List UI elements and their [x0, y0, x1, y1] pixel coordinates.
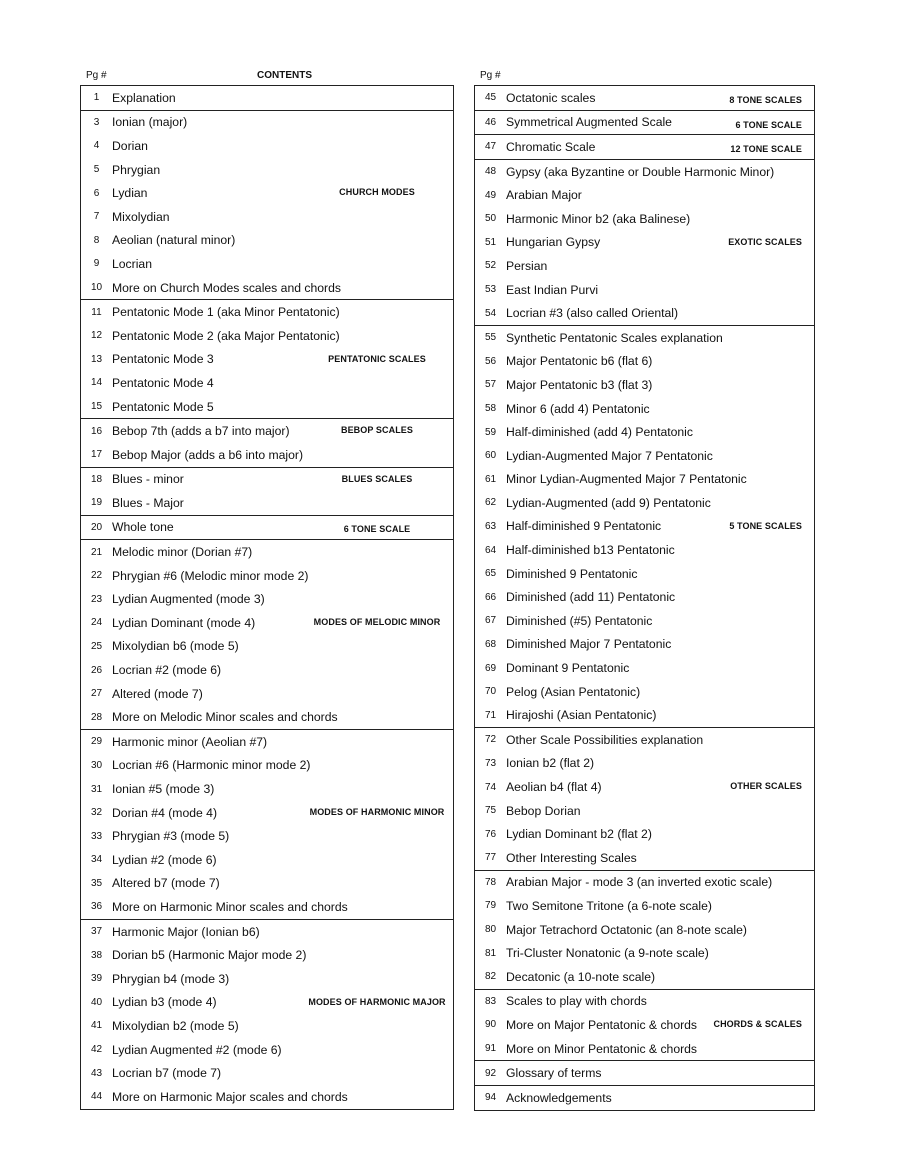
toc-page-number: 59 — [484, 426, 497, 438]
toc-page-number: 76 — [484, 828, 497, 840]
toc-entry-title: Ionian (major) — [112, 115, 188, 130]
toc-entry-title: More on Church Modes scales and chords — [112, 280, 341, 295]
toc-entry-title: Half-diminished b13 Pentatonic — [506, 543, 675, 558]
toc-entry-title: Melodic minor (Dorian #7) — [112, 545, 253, 560]
toc-entry-title: Dorian — [112, 138, 148, 153]
toc-page-number: 12 — [90, 330, 103, 342]
toc-page-number: 58 — [484, 403, 497, 415]
toc-entry-title: Glossary of terms — [506, 1066, 602, 1081]
toc-page-number: 17 — [90, 449, 103, 461]
toc-entry-title: Diminished 9 Pentatonic — [506, 566, 638, 581]
section-label: MODES OF MELODIC MINOR — [313, 617, 441, 628]
toc-entry-title: Ionian #5 (mode 3) — [112, 782, 215, 797]
toc-entry[interactable] — [475, 799, 814, 823]
toc-entry[interactable] — [475, 1061, 814, 1085]
toc-entry[interactable] — [81, 205, 453, 229]
toc-page-number: 35 — [90, 877, 103, 889]
toc-page-number: 62 — [484, 497, 497, 509]
toc-entry-title: Lydian-Augmented (add 9) Pentatonic — [506, 495, 711, 510]
toc-page-number: 10 — [90, 282, 103, 294]
toc-entry-title: Persian — [506, 258, 548, 273]
toc-entry[interactable] — [81, 920, 453, 944]
toc-entry-title: Dorian #4 (mode 4) — [112, 805, 217, 820]
toc-page-number: 51 — [484, 236, 497, 248]
toc-entry[interactable] — [475, 633, 814, 657]
section-label: EXOTIC SCALES — [728, 236, 802, 247]
toc-entry[interactable] — [475, 491, 814, 515]
toc-entry-title: Locrian #3 (also called Oriental) — [506, 306, 679, 321]
toc-entry-title: Bebop Dorian — [506, 803, 581, 818]
toc-entry-title: Hungarian Gypsy — [506, 235, 601, 250]
toc-entry-title: Gypsy (aka Byzantine or Double Harmonic Minor) — [506, 164, 775, 179]
toc-entry[interactable] — [81, 564, 453, 588]
toc-entry-title: More on Harmonic Major scales and chords — [112, 1089, 348, 1104]
toc-entry[interactable] — [475, 680, 814, 704]
toc-page-number: 32 — [90, 807, 103, 819]
toc-entry-title: Major Pentatonic b6 (flat 6) — [506, 354, 653, 369]
contents-section — [475, 989, 814, 1061]
toc-page-number: 23 — [90, 593, 103, 605]
toc-entry[interactable] — [475, 183, 814, 207]
toc-page-number: 65 — [484, 568, 497, 580]
page-number-header-right: Pg # — [480, 70, 501, 81]
toc-entry[interactable] — [475, 918, 814, 942]
toc-entry-title: Locrian — [112, 256, 152, 271]
toc-page-number: 63 — [484, 520, 497, 532]
toc-page-number: 15 — [90, 401, 103, 413]
section-label: 6 TONE SCALE — [343, 523, 411, 534]
toc-page-number: 48 — [484, 166, 497, 178]
toc-page-number: 72 — [484, 734, 497, 746]
toc-entry-title: Diminished Major 7 Pentatonic — [506, 637, 672, 652]
toc-entry-title: Locrian b7 (mode 7) — [112, 1066, 222, 1081]
toc-entry-title: Phrygian #3 (mode 5) — [112, 829, 230, 844]
toc-entry[interactable] — [81, 587, 453, 611]
toc-page-number: 8 — [93, 234, 100, 246]
toc-page-number: 44 — [90, 1091, 103, 1103]
section-label: CHORDS & SCALES — [713, 1019, 802, 1030]
toc-entry-title: Arabian Major - mode 3 (an inverted exotic scale) — [506, 875, 773, 890]
toc-entry-title: Half-diminished 9 Pentatonic — [506, 519, 662, 534]
toc-entry-title: Lydian Dominant b2 (flat 2) — [506, 827, 652, 842]
toc-page-number: 16 — [90, 425, 103, 437]
toc-entry-title: Locrian #6 (Harmonic minor mode 2) — [112, 758, 311, 773]
toc-entry-title: Arabian Major — [506, 188, 582, 203]
section-label: MODES OF HARMONIC MINOR — [309, 806, 445, 817]
toc-entry[interactable] — [81, 1038, 453, 1062]
contents-section — [81, 110, 453, 300]
toc-entry-title: Pelog (Asian Pentatonic) — [506, 684, 641, 699]
toc-page-number: 83 — [484, 995, 497, 1007]
toc-entry[interactable] — [81, 777, 453, 801]
contents-title: CONTENTS — [257, 70, 312, 81]
toc-page-number: 24 — [90, 617, 103, 629]
toc-entry[interactable] — [81, 443, 453, 467]
toc-entry[interactable] — [81, 824, 453, 848]
toc-entry[interactable] — [81, 705, 453, 729]
toc-entry-title: Synthetic Pentatonic Scales explanation — [506, 330, 723, 345]
toc-entry[interactable] — [475, 703, 814, 727]
toc-page-number: 34 — [90, 854, 103, 866]
toc-page-number: 52 — [484, 260, 497, 272]
toc-entry-title: Pentatonic Mode 5 — [112, 399, 214, 414]
toc-page-number: 19 — [90, 497, 103, 509]
toc-entry-title: More on Melodic Minor scales and chords — [112, 710, 338, 725]
toc-entry-title: Pentatonic Mode 3 — [112, 352, 214, 367]
toc-page-number: 28 — [90, 711, 103, 723]
contents-section — [81, 729, 453, 919]
toc-entry-title: Decatonic (a 10-note scale) — [506, 969, 656, 984]
toc-entry-title: Bebop 7th (adds a b7 into major) — [112, 424, 290, 439]
toc-entry[interactable] — [475, 468, 814, 492]
toc-entry[interactable] — [475, 894, 814, 918]
toc-page-number: 67 — [484, 615, 497, 627]
toc-entry[interactable] — [475, 444, 814, 468]
toc-entry[interactable] — [81, 730, 453, 754]
toc-page-number: 73 — [484, 757, 497, 769]
toc-entry-title: More on Minor Pentatonic & chords — [506, 1041, 698, 1056]
toc-entry-title: Lydian b3 (mode 4) — [112, 995, 217, 1010]
toc-entry-title: Lydian — [112, 186, 148, 201]
toc-entry[interactable] — [475, 846, 814, 870]
toc-entry[interactable] — [475, 871, 814, 895]
contents-section — [475, 110, 814, 135]
toc-entry-title: Explanation — [112, 90, 176, 105]
toc-entry[interactable] — [81, 658, 453, 682]
toc-page-number: 54 — [484, 307, 497, 319]
contents-section — [81, 467, 453, 515]
toc-entry-title: More on Harmonic Minor scales and chords — [112, 899, 348, 914]
toc-entry[interactable] — [475, 609, 814, 633]
contents-section — [81, 299, 453, 418]
toc-entry-title: Phrygian #6 (Melodic minor mode 2) — [112, 568, 309, 583]
toc-entry-title: East Indian Purvi — [506, 282, 599, 297]
toc-entry[interactable] — [81, 943, 453, 967]
toc-entry-title: Pentatonic Mode 4 — [112, 375, 214, 390]
toc-page-number: 18 — [90, 473, 103, 485]
toc-page-number: 40 — [90, 996, 103, 1008]
toc-entry[interactable] — [475, 990, 814, 1014]
toc-entry[interactable] — [475, 397, 814, 421]
page-number-header-left: Pg # — [86, 70, 107, 81]
toc-entry[interactable] — [475, 1037, 814, 1061]
section-label: 8 TONE SCALES — [729, 95, 802, 105]
toc-entry[interactable] — [81, 1085, 453, 1109]
toc-entry-title: Diminished (add 11) Pentatonic — [506, 590, 676, 605]
toc-entry-title: Harmonic Major (Ionian b6) — [112, 924, 260, 939]
toc-entry-title: Hirajoshi (Asian Pentatonic) — [506, 708, 657, 723]
toc-entry-title: Acknowledgements — [506, 1090, 612, 1105]
toc-entry-title: Harmonic Minor b2 (aka Balinese) — [506, 211, 691, 226]
toc-page-number: 27 — [90, 688, 103, 700]
toc-entry[interactable] — [81, 635, 453, 659]
toc-page-number: 68 — [484, 638, 497, 650]
toc-entry-title: Lydian Augmented #2 (mode 6) — [112, 1042, 282, 1057]
toc-entry[interactable] — [475, 1086, 814, 1110]
toc-page-number: 57 — [484, 379, 497, 391]
toc-entry-title: Diminished (#5) Pentatonic — [506, 613, 653, 628]
toc-entry[interactable] — [81, 276, 453, 300]
toc-entry-title: Mixolydian b2 (mode 5) — [112, 1018, 239, 1033]
toc-page-number: 4 — [93, 140, 100, 152]
toc-page-number: 36 — [90, 901, 103, 913]
toc-entry-title: Whole tone — [112, 520, 174, 535]
toc-entry-title: Altered (mode 7) — [112, 686, 203, 701]
toc-entry[interactable] — [81, 111, 453, 135]
toc-entry[interactable] — [475, 538, 814, 562]
toc-entry[interactable] — [475, 585, 814, 609]
toc-entry[interactable] — [475, 822, 814, 846]
toc-page-number: 91 — [484, 1043, 497, 1055]
toc-page-number: 5 — [93, 164, 100, 176]
toc-entry-title: Altered b7 (mode 7) — [112, 876, 220, 891]
toc-entry[interactable] — [475, 350, 814, 374]
contents-section — [81, 919, 453, 1109]
toc-entry[interactable] — [81, 371, 453, 395]
toc-entry[interactable] — [475, 941, 814, 965]
toc-page-number: 56 — [484, 355, 497, 367]
toc-page-number: 26 — [90, 664, 103, 676]
toc-page-number: 78 — [484, 876, 497, 888]
toc-entry-title: Lydian Dominant (mode 4) — [112, 615, 256, 630]
toc-page-number: 55 — [484, 332, 497, 344]
toc-entry-title: Dominant 9 Pentatonic — [506, 661, 630, 676]
toc-page-number: 20 — [90, 521, 103, 533]
toc-page-number: 90 — [484, 1019, 497, 1031]
contents-section — [475, 1060, 814, 1085]
contents-section — [81, 539, 453, 729]
toc-page-number: 7 — [93, 211, 100, 223]
toc-entry[interactable] — [475, 420, 814, 444]
toc-entry[interactable] — [81, 300, 453, 324]
toc-page-number: 53 — [484, 284, 497, 296]
toc-entry[interactable] — [81, 252, 453, 276]
toc-page-number: 45 — [484, 92, 497, 104]
toc-page-number: 11 — [91, 306, 102, 318]
toc-entry-title: Harmonic minor (Aeolian #7) — [112, 734, 268, 749]
toc-page-number: 61 — [484, 473, 497, 485]
section-label: PENTATONIC SCALES — [328, 353, 426, 364]
toc-entry[interactable] — [81, 395, 453, 419]
toc-page-number: 46 — [484, 116, 497, 128]
toc-entry-title: Blues - minor — [112, 472, 184, 487]
section-label: OTHER SCALES — [730, 781, 802, 792]
toc-page-number: 13 — [90, 353, 103, 365]
section-label: 5 TONE SCALES — [729, 520, 802, 531]
toc-page-number: 47 — [484, 141, 497, 153]
toc-page-number: 94 — [484, 1092, 497, 1104]
toc-entry-title: Aeolian b4 (flat 4) — [506, 780, 602, 795]
section-label: BEBOP SCALES — [340, 425, 414, 436]
toc-entry-title: Pentatonic Mode 2 (aka Major Pentatonic) — [112, 328, 340, 343]
toc-entry-title: Phrygian — [112, 162, 161, 177]
toc-entry-title: Bebop Major (adds a b6 into major) — [112, 447, 304, 462]
toc-page-number: 75 — [484, 805, 497, 817]
toc-page-number: 14 — [90, 377, 103, 389]
toc-entry-title: Minor 6 (add 4) Pentatonic — [506, 401, 650, 416]
toc-page-number: 82 — [484, 971, 497, 983]
toc-page-number: 30 — [90, 759, 103, 771]
contents-section — [475, 325, 814, 727]
toc-page-number: 38 — [90, 949, 103, 961]
toc-page-number: 77 — [484, 852, 497, 864]
toc-entry-title: Blues - Major — [112, 495, 184, 510]
toc-entry[interactable] — [475, 656, 814, 680]
toc-entry-title: Lydian #2 (mode 6) — [112, 852, 217, 867]
toc-entry-title: Major Tetrachord Octatonic (an 8-note scale) — [506, 922, 747, 937]
toc-page-number: 71 — [484, 709, 497, 721]
toc-page-number: 42 — [90, 1044, 103, 1056]
contents-section — [81, 418, 453, 466]
toc-entry[interactable] — [81, 229, 453, 253]
toc-page-number: 64 — [484, 544, 497, 556]
toc-entry-title: Scales to play with chords — [506, 994, 647, 1009]
toc-page-number: 80 — [484, 924, 497, 936]
contents-section — [475, 727, 814, 870]
toc-entry-title: Tri-Cluster Nonatonic (a 9-note scale) — [506, 946, 709, 961]
toc-entry-title: Lydian-Augmented Major 7 Pentatonic — [506, 448, 713, 463]
toc-entry-title: Mixolydian — [112, 209, 170, 224]
toc-entry-title: Major Pentatonic b3 (flat 3) — [506, 377, 653, 392]
toc-entry-title: Symmetrical Augmented Scale — [506, 115, 672, 130]
toc-page-number: 41 — [90, 1020, 103, 1032]
toc-page-number: 22 — [90, 570, 103, 582]
toc-entry[interactable] — [81, 158, 453, 182]
toc-entry-title: Other Interesting Scales — [506, 850, 637, 865]
toc-entry-title: Half-diminished (add 4) Pentatonic — [506, 425, 693, 440]
toc-page-number: 70 — [484, 686, 497, 698]
toc-page-number: 1 — [93, 92, 100, 104]
toc-entry[interactable] — [81, 540, 453, 564]
toc-entry-title: Octatonic scales — [506, 90, 596, 105]
toc-page-number: 6 — [93, 187, 100, 199]
contents-right-column — [474, 85, 815, 1111]
toc-page-number: 49 — [484, 189, 497, 201]
toc-entry[interactable] — [475, 373, 814, 397]
contents-section — [475, 1085, 814, 1110]
toc-entry-title: Mixolydian b6 (mode 5) — [112, 639, 239, 654]
section-label: 6 TONE SCALE — [735, 119, 802, 130]
toc-page-number: 66 — [484, 591, 497, 603]
toc-entry-title: Locrian #2 (mode 6) — [112, 663, 222, 678]
toc-entry-title: Phrygian b4 (mode 3) — [112, 971, 230, 986]
toc-entry[interactable] — [475, 254, 814, 278]
toc-page-number: 81 — [484, 947, 497, 959]
section-label: BLUES SCALES — [341, 473, 413, 484]
toc-entry[interactable] — [81, 967, 453, 991]
toc-entry-title: Ionian b2 (flat 2) — [506, 756, 595, 771]
toc-entry-title: Minor Lydian-Augmented Major 7 Pentatonic — [506, 472, 747, 487]
toc-page-number: 50 — [484, 213, 497, 225]
section-label: CHURCH MODES — [339, 187, 415, 198]
toc-page-number: 31 — [90, 783, 103, 795]
toc-entry[interactable] — [81, 848, 453, 872]
contents-section — [475, 86, 814, 110]
toc-page-number: 25 — [90, 640, 103, 652]
toc-entry[interactable] — [475, 278, 814, 302]
toc-entry-title: Aeolian (natural minor) — [112, 233, 236, 248]
contents-section — [475, 159, 814, 325]
toc-page-number: 3 — [93, 116, 100, 128]
toc-page-number: 33 — [90, 830, 103, 842]
toc-entry-title: Other Scale Possibilities explanation — [506, 732, 704, 747]
toc-entry[interactable] — [81, 754, 453, 778]
toc-entry[interactable] — [475, 562, 814, 586]
toc-entry[interactable] — [475, 326, 814, 350]
toc-entry[interactable] — [81, 491, 453, 515]
toc-entry[interactable] — [81, 134, 453, 158]
toc-entry-title: Two Semitone Tritone (a 6-note scale) — [506, 898, 712, 913]
toc-entry[interactable] — [81, 1014, 453, 1038]
toc-entry-title: Lydian Augmented (mode 3) — [112, 592, 265, 607]
toc-entry[interactable] — [81, 1061, 453, 1085]
toc-entry-title: Pentatonic Mode 1 (aka Minor Pentatonic) — [112, 305, 340, 320]
contents-left-column — [80, 85, 454, 1110]
toc-entry[interactable] — [475, 207, 814, 231]
section-label: MODES OF HARMONIC MAJOR — [308, 996, 446, 1007]
toc-page-number: 60 — [484, 450, 497, 462]
section-label: 12 TONE SCALE — [730, 144, 802, 155]
toc-page-number: 29 — [90, 736, 103, 748]
contents-section — [81, 86, 453, 110]
toc-entry[interactable] — [81, 682, 453, 706]
toc-page-number: 69 — [484, 662, 497, 674]
toc-page-number: 21 — [90, 546, 103, 558]
toc-entry-title: Chromatic Scale — [506, 139, 596, 154]
toc-entry-title: More on Major Pentatonic & chords — [506, 1017, 698, 1032]
toc-entry[interactable] — [475, 301, 814, 325]
toc-entry[interactable] — [81, 324, 453, 348]
toc-page-number: 43 — [90, 1067, 103, 1079]
toc-entry[interactable] — [81, 872, 453, 896]
contents-section — [475, 134, 814, 159]
toc-page-number: 92 — [484, 1067, 497, 1079]
toc-page-number: 9 — [93, 258, 100, 270]
toc-entry-title: Dorian b5 (Harmonic Major mode 2) — [112, 948, 307, 963]
toc-page-number: 37 — [90, 926, 103, 938]
contents-section — [81, 515, 453, 540]
toc-entry[interactable] — [81, 86, 453, 110]
toc-entry[interactable] — [475, 965, 814, 989]
contents-section — [475, 870, 814, 989]
toc-page-number: 39 — [90, 973, 103, 985]
toc-entry[interactable] — [475, 752, 814, 776]
toc-page-number: 74 — [484, 781, 497, 793]
toc-entry[interactable] — [81, 895, 453, 919]
toc-page-number: 79 — [484, 900, 497, 912]
toc-entry[interactable] — [475, 728, 814, 752]
toc-entry[interactable] — [475, 160, 814, 184]
